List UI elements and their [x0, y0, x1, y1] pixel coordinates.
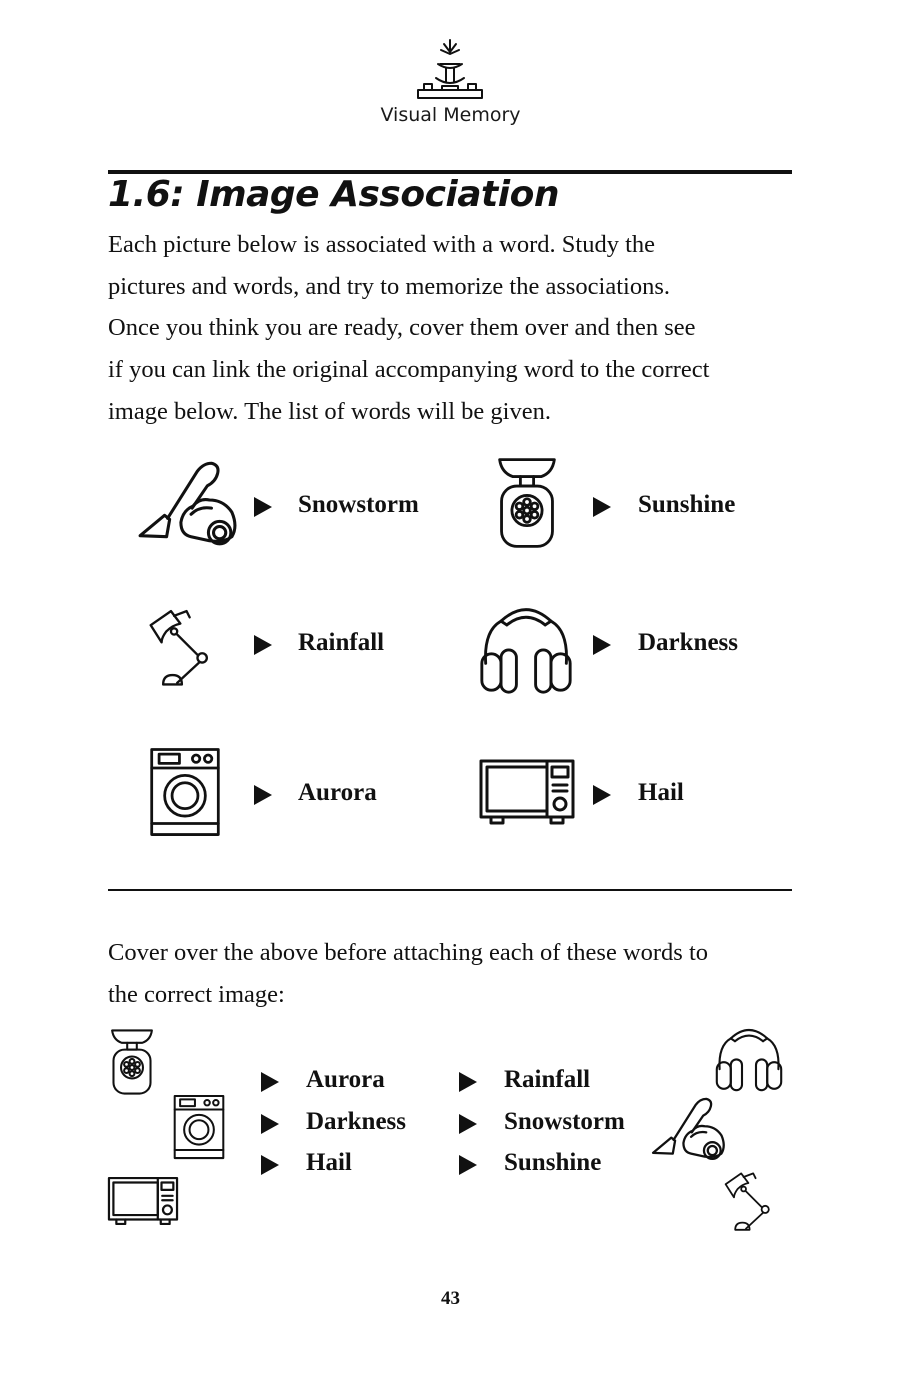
study-word: Rainfall — [298, 629, 385, 656]
arrow-icon — [254, 785, 272, 805]
arrow-icon — [593, 785, 611, 805]
vacuum-cleaner-icon — [136, 455, 238, 547]
arrow-icon — [261, 1114, 279, 1134]
headphones-icon — [714, 1022, 784, 1094]
study-word: Aurora — [298, 779, 377, 806]
intro-line: Once you think you are ready, cover them over and then see — [108, 314, 696, 342]
meat-grinder-icon — [108, 1026, 156, 1098]
headphones-icon — [478, 600, 574, 696]
page-title: 1.6: Image Association — [108, 174, 559, 215]
study-word: Darkness — [638, 629, 739, 656]
section-label: Visual Memory — [380, 104, 521, 126]
answer-word: Hail — [306, 1149, 352, 1176]
arrow-icon — [261, 1072, 279, 1092]
arrow-icon — [593, 497, 611, 517]
study-word: Hail — [638, 779, 684, 806]
intro-line: image below. The list of words will be given. — [108, 397, 551, 425]
washing-machine-icon — [148, 743, 222, 841]
instruction-paragraph — [108, 932, 798, 1016]
arrow-icon — [459, 1072, 477, 1092]
page-number: 43 — [441, 1288, 460, 1309]
study-word: Sunshine — [638, 491, 736, 518]
arrow-icon — [459, 1114, 477, 1134]
instruction-line: Cover over the above before attaching each of these words to — [108, 939, 709, 966]
section-divider — [108, 889, 792, 891]
vacuum-cleaner-icon — [650, 1092, 726, 1162]
desk-lamp-icon — [146, 598, 224, 696]
arrow-icon — [593, 635, 611, 655]
answer-word: Snowstorm — [504, 1108, 625, 1135]
arrow-icon — [254, 635, 272, 655]
microwave-icon — [106, 1174, 180, 1228]
arrow-icon — [254, 497, 272, 517]
intro-line: Each picture below is associated with a word. Study the — [108, 231, 656, 258]
washing-machine-icon — [172, 1090, 226, 1164]
study-word: Snowstorm — [298, 491, 419, 518]
intro-line: if you can link the original accompanying word to the correct — [108, 356, 710, 384]
desk-lamp-icon — [722, 1164, 782, 1238]
answer-word: Aurora — [306, 1066, 385, 1093]
answer-word: Sunshine — [504, 1149, 602, 1176]
instruction-line: the correct image: — [108, 981, 285, 1008]
microwave-icon — [477, 756, 577, 828]
meat-grinder-icon — [494, 454, 560, 552]
intro-line: pictures and words, and try to memorize the associations. — [108, 272, 670, 300]
fountain-emblem-icon — [414, 38, 486, 100]
arrow-icon — [261, 1155, 279, 1175]
arrow-icon — [459, 1155, 477, 1175]
answer-word: Rainfall — [504, 1066, 591, 1093]
answer-word: Darkness — [306, 1108, 407, 1135]
intro-paragraph — [108, 224, 798, 433]
